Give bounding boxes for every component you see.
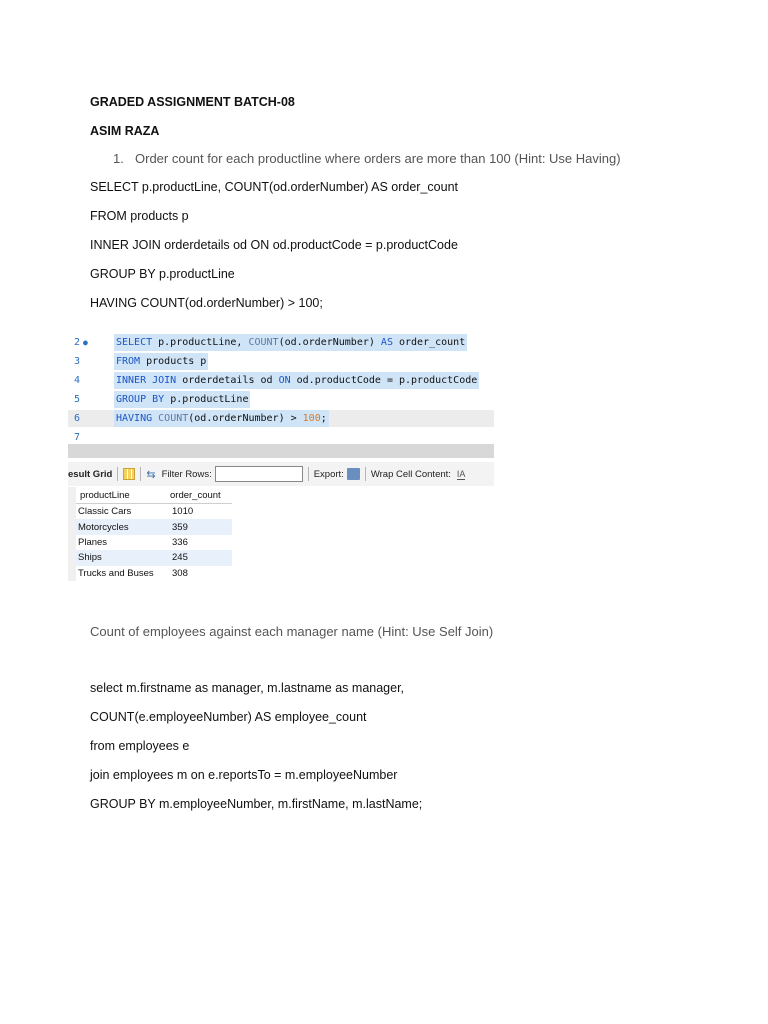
- table-cell[interactable]: 308: [172, 567, 188, 579]
- table-cell[interactable]: 336: [172, 536, 188, 548]
- editor-code: HAVING COUNT(od.orderNumber) > 100;: [114, 410, 329, 427]
- editor-line: [68, 410, 494, 427]
- wrap-cell-icon[interactable]: IA: [456, 468, 466, 479]
- table-header-row: [76, 487, 232, 504]
- question-2-text: Count of employees against each manager name (Hint: Use Self Join): [90, 624, 494, 639]
- table-cell[interactable]: Classic Cars: [78, 506, 132, 518]
- sql-line: SELECT p.productLine, COUNT(od.orderNumber) AS order_count: [90, 180, 458, 194]
- table-cell[interactable]: Trucks and Buses: [78, 567, 154, 579]
- editor-line: [68, 334, 494, 351]
- sql-editor-screenshot: [68, 332, 494, 444]
- export-label: Export:: [313, 468, 344, 480]
- panel-divider: [68, 444, 494, 458]
- editor-code: INNER JOIN orderdetails od ON od.productCode = p.productCode: [114, 372, 479, 389]
- table-row[interactable]: [76, 519, 232, 534]
- sql-line: from employees e: [90, 739, 190, 753]
- sql-line: INNER JOIN orderdetails od ON od.productCode = p.productCode: [90, 238, 458, 252]
- table-cell[interactable]: Ships: [76, 550, 166, 565]
- refresh-icon[interactable]: ⇆: [146, 468, 156, 481]
- table-row[interactable]: [76, 550, 232, 565]
- sql-line: GROUP BY p.productLine: [90, 267, 235, 281]
- export-icon[interactable]: [347, 468, 360, 480]
- editor-code: SELECT p.productLine, COUNT(od.orderNumber) AS order_count: [114, 334, 467, 351]
- question-1: [113, 151, 621, 166]
- line-number: 4: [74, 375, 81, 386]
- document-title: GRADED ASSIGNMENT BATCH-08: [90, 95, 295, 109]
- toolbar-separator: [308, 467, 309, 481]
- line-number: 7: [74, 432, 81, 443]
- result-table: [76, 487, 232, 581]
- editor-code: FROM products p: [114, 353, 208, 370]
- table-cell[interactable]: 359: [166, 519, 232, 534]
- toolbar-separator: [140, 467, 141, 481]
- line-number: 6: [74, 413, 81, 424]
- sql-line: COUNT(e.employeeNumber) AS employee_count: [90, 710, 367, 724]
- question-1-text: Order count for each productline where orders are more than 100 (Hint: Use Having): [135, 151, 621, 166]
- column-header[interactable]: order_count: [166, 487, 232, 504]
- line-number: 2 ●: [74, 337, 88, 348]
- line-number: 3: [74, 356, 81, 367]
- filter-rows-label: Filter Rows:: [161, 468, 212, 480]
- bullet-icon: ●: [83, 338, 88, 347]
- column-header[interactable]: productLine: [76, 487, 166, 504]
- filter-rows-input[interactable]: [215, 466, 303, 482]
- table-cell[interactable]: 245: [166, 550, 232, 565]
- question-1-number: 1.: [113, 151, 124, 166]
- author-name: ASIM RAZA: [90, 124, 160, 138]
- toolbar-separator: [365, 467, 366, 481]
- table-cell[interactable]: 1010: [172, 506, 194, 518]
- editor-line: [68, 353, 494, 370]
- table-cell[interactable]: Planes: [78, 536, 108, 548]
- row-header-column: [68, 487, 76, 581]
- editor-code: GROUP BY p.productLine: [114, 391, 250, 408]
- table-cell[interactable]: Motorcycles: [76, 519, 166, 534]
- sql-line: GROUP BY m.employeeNumber, m.firstName, m.lastName;: [90, 797, 423, 811]
- line-number: 5: [74, 394, 81, 405]
- sql-line: join employees m on e.reportsTo = m.employeeNumber: [90, 768, 398, 782]
- editor-line: [68, 372, 494, 389]
- table-row[interactable]: [76, 566, 232, 581]
- wrap-cell-label: Wrap Cell Content:: [370, 468, 451, 480]
- sql-line: FROM products p: [90, 209, 189, 223]
- table-row[interactable]: [76, 504, 232, 520]
- grid-view-icon[interactable]: [123, 468, 135, 480]
- result-grid-toolbar: [68, 462, 494, 486]
- editor-line: [68, 391, 494, 408]
- sql-line: select m.firstname as manager, m.lastname as manager,: [90, 681, 405, 695]
- table-row[interactable]: [76, 535, 232, 550]
- sql-line: HAVING COUNT(od.orderNumber) > 100;: [90, 296, 323, 310]
- result-grid-tab[interactable]: esult Grid: [68, 468, 113, 480]
- toolbar-separator: [117, 467, 118, 481]
